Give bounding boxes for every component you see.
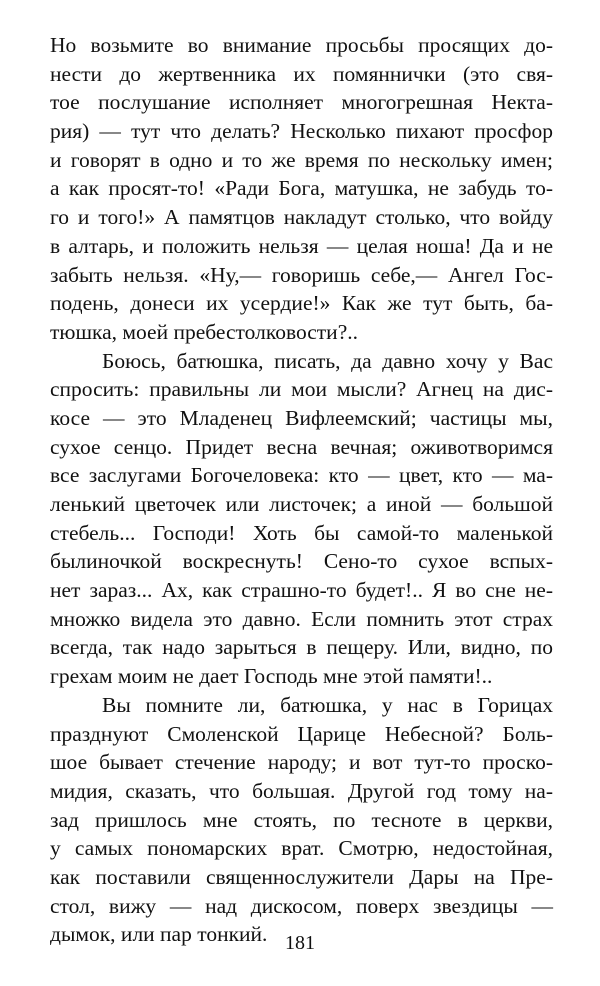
text-line: и говорят в одно и то же время по нескольку имен; xyxy=(50,147,553,172)
text-line: подень, донеси их усердие!» Как же тут быть, ба- xyxy=(50,291,553,316)
text-line: все заслугами Богочеловека: кто — цвет, кто — ма- xyxy=(50,463,553,488)
page-number: 181 xyxy=(285,932,315,954)
text-line: а как просят-то! «Ради Бога, матушка, не забудь то- xyxy=(50,176,553,201)
text-line: тое послушание исполняет многогрешная Некта- xyxy=(50,90,553,115)
text-line: сухое сенцо. Придет весна вечная; оживотворимся xyxy=(50,434,553,459)
text-line: множко видела это давно. Если помнить этот страх xyxy=(50,606,553,631)
text-line: косе — это Младенец Вифлеемский; частицы мы, xyxy=(50,405,553,430)
text-line: мидия, сказать, что большая. Другой год тому на- xyxy=(50,778,553,803)
text-line: Боюсь, батюшка, писать, да давно хочу у Вас xyxy=(102,348,553,373)
text-line: шое бывает стечение народу; и вот тут-то проско- xyxy=(50,750,553,775)
text-line: зад пришлось мне стоять, по тесноте в церкви, xyxy=(50,807,553,832)
text-line: спросить: правильны ли мои мысли? Агнец на дис- xyxy=(50,377,553,402)
text-line: тюшка, моей пребестолковости?.. xyxy=(50,319,358,344)
text-line: нести до жертвенника их помяннички (это свя- xyxy=(50,61,553,86)
paragraph xyxy=(50,347,553,691)
text-line: как поставили священнослужители Дары на Пре- xyxy=(50,864,553,889)
text-line: былиночкой воскреснуть! Сено-то сухое вспых- xyxy=(50,549,553,574)
text-line: в алтарь, и положить нельзя — целая ноша! Да и не xyxy=(50,233,553,258)
text-line: нет зараз... Ах, как страшно-то будет!.. Я во сне не- xyxy=(50,578,553,603)
text-line: у самых пономарских врат. Смотрю, недостойная, xyxy=(50,836,553,861)
page-body-text xyxy=(50,31,553,949)
text-line: рия) — тут что делать? Несколько пихают просфор xyxy=(50,119,553,144)
text-line: го и того!» А памятцов накладут столько, что войду xyxy=(50,205,553,230)
text-line: Вы помните ли, батюшка, у нас в Горицах xyxy=(102,692,553,717)
text-line: ленький цветочек или листочек; а иной — большой xyxy=(50,492,553,516)
paragraph xyxy=(50,691,553,949)
text-line: стол, вижу — над дискосом, поверх звездицы — xyxy=(50,893,553,918)
text-line: стебель... Господи! Хоть бы самой-то маленькой xyxy=(50,520,553,545)
text-line: празднуют Смоленской Царице Небесной? Боль- xyxy=(50,721,553,746)
paragraph xyxy=(50,31,553,347)
text-line: всегда, так надо зарыться в пещеру. Или, видно, по xyxy=(50,635,553,660)
text-line: дымок, или пар тонкий. xyxy=(50,922,268,947)
text-line: Но возьмите во внимание просьбы просящих до- xyxy=(50,33,553,57)
text-line: грехам моим не дает Господь мне этой памяти!.. xyxy=(50,664,493,689)
text-line: забыть нельзя. «Ну,— говоришь себе,— Ангел Гос- xyxy=(50,262,553,287)
